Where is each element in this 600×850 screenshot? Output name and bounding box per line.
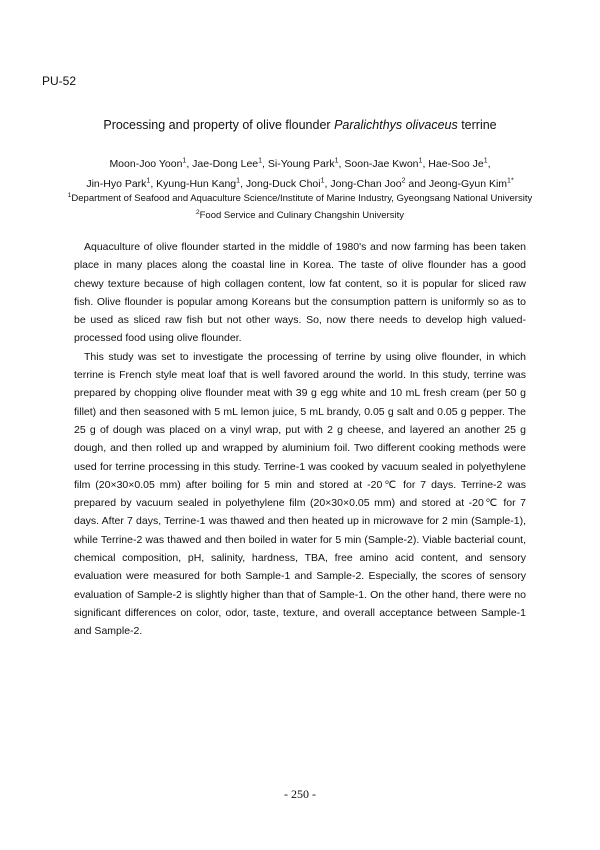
author: Jae-Dong Lee$^1$, <box>192 157 268 170</box>
title-text-end: terrine <box>457 118 497 132</box>
paragraph: This study was set to investigate the processing of terrine by using olive flounder, in which terrine is French style meat loaf that is well favored around the world. In this study, terrine was prepared by chopping olive flounder meat with 39 g egg white and 10 mL fresh cream (per 50 g fillet) and then seasoned with 5 mL lemon juice, 5 mL brandy, 0.05 g salt and 0.05 g pepper. The 25 g of dough was placed on a vinyl wrap, put with 2 g cheese, and layered an another 25 g dough, and then rolled up and wrapped by aluminium foil. Two different cooking methods were used for terrine processing in this study. Terrine-1 was cooked by vacuum sealed in polyethylene film (20×30×0.05 mm) after boiling for 5 min and stored at -20℃ for 7 days. Terrine-2 was prepared by vacuum sealed in polyethylene film (20×30×0.05 mm) and stored at -20℃ for 7 days. After 7 days, Terrine-1 was thawed and then heated up in microwave for 2 min (Sample-1), while Terrine-2 was thawed and then boiled in water for 5 min (Sample-2). Viable bacterial count, chemical composition, pH, salinity, hardness, TBA, free amino acid content, and sensory evaluation were measured for both Sample-1 and Sample-2. Especially, the scores of sensory evaluation of Sample-2 is slightly higher than that of Sample-1. On the other hand, there were no significant differences on color, odor, taste, texture, and overall acceptance between Sample-1 and Sample-2. <box>74 350 526 638</box>
abstract-body <box>74 238 526 641</box>
author: Jong-Duck Choi$^1$, <box>245 177 331 190</box>
author: Jeong-Gyun Kim$^{1*}$ <box>428 177 514 190</box>
page-number: - 250 - <box>284 787 316 801</box>
title-species-name: Paralichthys olivaceus <box>334 118 458 132</box>
paper-title <box>0 118 600 132</box>
author: Kyung-Hun Kang$^1$, <box>156 177 246 190</box>
title-text: Processing and property of olive flounder <box>103 118 335 132</box>
author: Hae-Soo Je$^1$, <box>428 157 491 170</box>
author: Moon-Joo Yoon$^1$, <box>109 157 193 170</box>
author: Si-Young Park$^1$, <box>267 157 345 170</box>
affiliation-2: $^2$Food Service and Culinary Changshin University <box>196 208 404 221</box>
author: Jong-Chan Joo$^2$ and <box>330 177 429 190</box>
paragraph: Aquaculture of olive flounder started in the middle of 1980's and now farming has been taken place in many places along the coastal line in Korea. The taste of olive flounder has a good chewy texture because of high collagen content, low fat content, so it is popular for sliced raw fish. Olive flounder is popular among Koreans but the consumption pattern is uniformly so as to be used as sliced raw fish but not other ways. So, now there needs to develop high valued-processed food using olive flounder. <box>74 241 526 345</box>
author: Jin-Hyo Park$^1$, <box>86 177 157 190</box>
abstract-code: PU-52 <box>42 74 77 88</box>
author-list <box>62 154 538 194</box>
affiliation-1: $^1$Department of Seafood and Aquaculture Science/Institute of Marine Industry, Gyeongsang National University <box>67 191 533 204</box>
author: Soon-Jae Kwon$^1$, <box>344 157 429 170</box>
